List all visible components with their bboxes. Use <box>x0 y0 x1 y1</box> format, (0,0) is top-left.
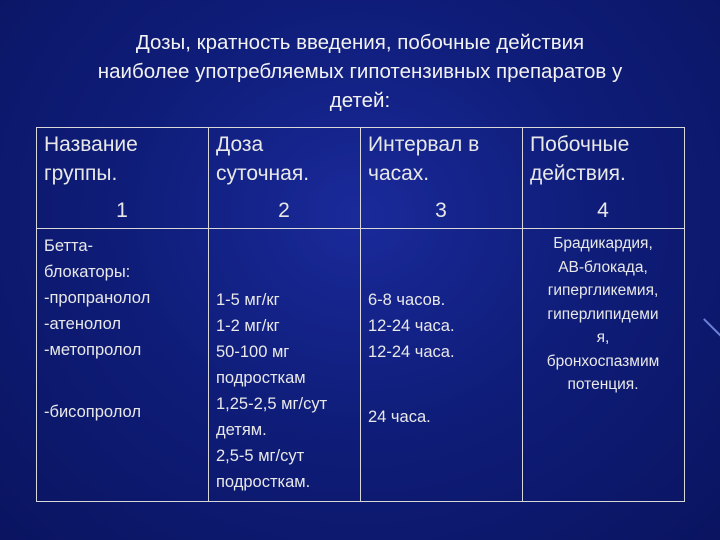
drug-line: -пропранолол <box>44 289 151 307</box>
title-line-1: Дозы, кратность введения, побочные действия <box>135 31 585 54</box>
header-cell-line: суточная. <box>216 162 310 185</box>
drug-line: -атенолол <box>44 315 122 333</box>
side-effect-line: АВ-блокада, <box>558 258 648 276</box>
drug-line: блокаторы: <box>44 263 131 281</box>
drug-group-cell <box>44 233 150 363</box>
dose-cell <box>216 287 327 495</box>
side-effect-line: потенция. <box>567 376 639 393</box>
dose-line: 2,5-5 мг/сут <box>216 447 305 465</box>
interval-cell <box>368 287 455 365</box>
side-effect-line: гипергликемия, <box>547 282 659 299</box>
decorative-diagonal-line <box>703 318 720 340</box>
column-number-2: 2 <box>278 199 290 222</box>
title-line-3: детей: <box>329 89 391 112</box>
header-cell-line: Доза <box>216 133 264 156</box>
header-cell-line: Побочные <box>530 133 630 156</box>
header-side-effects <box>530 130 629 188</box>
dose-line: подросткам <box>216 369 306 387</box>
interval-line: 6-8 часов. <box>368 291 446 309</box>
column-number-4: 4 <box>597 199 609 222</box>
header-daily-dose <box>216 130 309 188</box>
interval-bisoprolol: 24 часа. <box>368 408 431 426</box>
slide-title <box>30 28 690 115</box>
dose-line: 50-100 мг <box>216 343 290 361</box>
side-effect-line: бронхоспазмим <box>546 352 660 370</box>
dose-line: 1-5 мг/кг <box>216 291 280 309</box>
side-effect-line: Брадикардия, <box>553 235 653 252</box>
title-line-2: наиболее употребляемых гипотензивных препаратов у <box>97 60 623 83</box>
header-group-name <box>44 130 138 188</box>
side-effect-line: я, <box>596 329 610 346</box>
interval-line: 12-24 часа. <box>368 343 455 361</box>
header-interval <box>368 130 479 188</box>
drug-bisoprolol: -бисопролол <box>44 403 141 421</box>
drug-line: Бетта- <box>44 237 94 255</box>
dose-line: 1,25-2,5 мг/сут <box>216 395 328 413</box>
header-cell-line: Интервал в <box>368 133 480 156</box>
dose-line: детям. <box>216 421 267 439</box>
dose-line: подросткам. <box>216 473 311 491</box>
header-cell-line: группы. <box>44 162 118 185</box>
header-cell-line: часах. <box>368 162 430 185</box>
header-cell-line: действия. <box>530 162 626 185</box>
column-number-1: 1 <box>116 199 128 222</box>
side-effects-cell <box>522 232 684 397</box>
column-number-3: 3 <box>435 199 447 222</box>
side-effect-line: гиперлипидеми <box>547 305 659 323</box>
drug-line: -метопролол <box>44 341 142 359</box>
interval-line: 12-24 часа. <box>368 317 455 335</box>
dose-line: 1-2 мг/кг <box>216 317 280 335</box>
header-cell-line: Название <box>44 133 138 156</box>
